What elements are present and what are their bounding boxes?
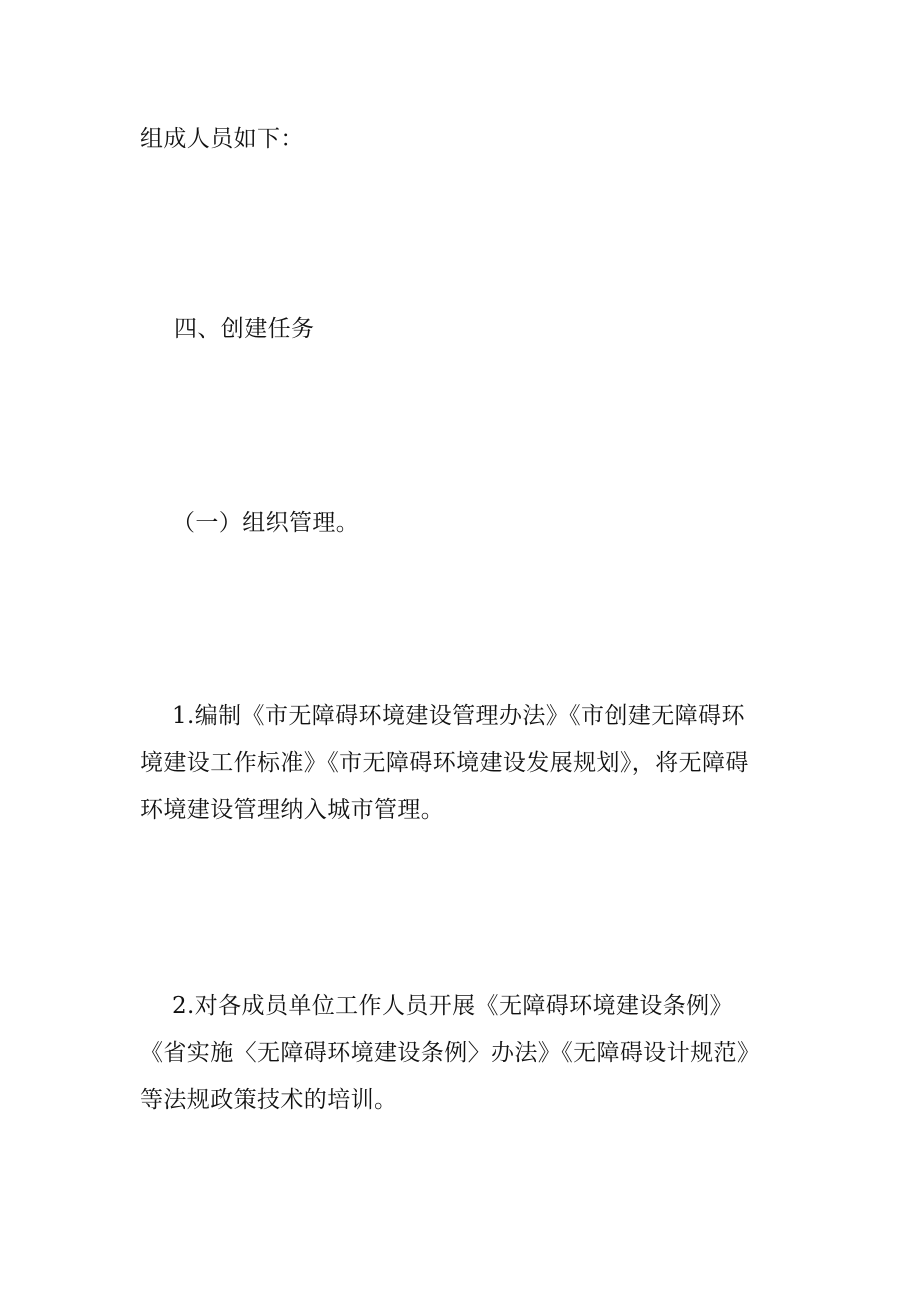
paragraph-item-1 bbox=[140, 693, 800, 834]
paragraph-item-2 bbox=[140, 983, 800, 1124]
paragraph-line: 环境建设管理纳入城市管理。 bbox=[140, 797, 445, 823]
paragraph-line: 等法规政策技术的培训。 bbox=[140, 1087, 398, 1113]
subsection-heading: （一）组织管理。 bbox=[172, 510, 360, 536]
section-heading: 四、创建任务 bbox=[174, 316, 315, 342]
intro-text: 组成人员如下： bbox=[140, 126, 304, 152]
paragraph-line: 境建设工作标准》《市无障碍环境建设发展规划》，将无障碍 bbox=[140, 750, 749, 776]
paragraph-line: 2.对各成员单位工作人员开展《无障碍环境建设条例》 bbox=[172, 993, 733, 1019]
paragraph-line: 1.编制《市无障碍环境建设管理办法》《市创建无障碍环 bbox=[172, 703, 745, 729]
paragraph-line: 《省实施〈无障碍环境建设条例〉办法》《无障碍设计规范》 bbox=[140, 1040, 761, 1066]
